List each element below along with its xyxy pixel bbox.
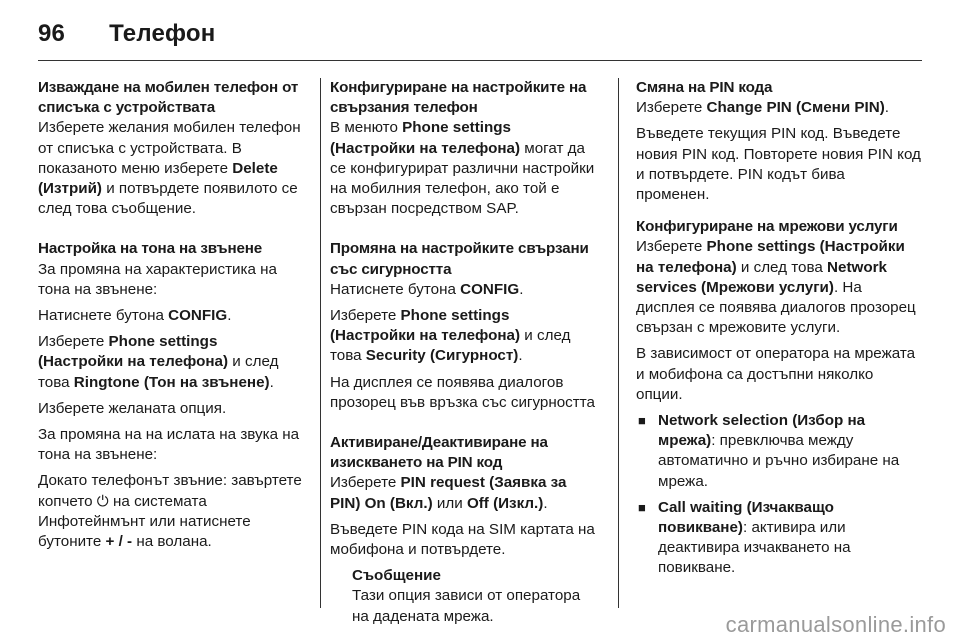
menu-option: Network services (Мрежови услуги) (636, 258, 887, 296)
section-heading-ringtone: Настройка на тона на звънене (38, 240, 263, 258)
text: . (543, 494, 548, 512)
watermark: carmanualsonline.info (725, 612, 946, 637)
text: Изберете (636, 99, 707, 117)
text: . (519, 280, 524, 298)
paragraph: За промяна на на ислата на звука на тона на звънене: (38, 426, 300, 464)
menu-option: Security (Сигурност) (365, 347, 519, 365)
text: . (227, 307, 232, 325)
section-heading-security: Промяна на настройките свързани със сигурността (330, 240, 589, 278)
note-box (352, 566, 596, 627)
button-name: + / - (105, 533, 133, 551)
section-heading-pin-request: Активиране/Деактивиране на изискването на PIN код (330, 434, 548, 472)
text: . На дисплея се появява диалогов прозорец свързан с мрежовите услуги. (636, 278, 916, 337)
paragraph (330, 280, 596, 300)
text: Натиснете бутона (330, 280, 461, 298)
button-name: CONFIG (460, 280, 520, 298)
button-name: CONFIG (168, 307, 228, 325)
note-title: Съобщение (352, 567, 441, 585)
paragraph: За промяна на характеристика на тона на звънене: (38, 260, 277, 298)
paragraph (38, 306, 304, 326)
menu-option: Call waiting (Изчакващо повикване) (658, 498, 834, 537)
text: Изберете (330, 307, 401, 325)
list-item (636, 498, 922, 579)
paragraph: Изберете желаната опция. (38, 399, 227, 417)
menu-option: PIN request (Заявка за PIN) On (Вкл.) (330, 474, 567, 512)
paragraph (330, 118, 596, 219)
menu-option: Phone settings (Настройки на телефона) (38, 333, 229, 371)
paragraph (636, 237, 922, 338)
text: или (432, 494, 467, 512)
bullet-square-icon: ■ (638, 499, 646, 515)
paragraph: На дисплея се появява диалогов прозорец във връзка със сигурността (330, 373, 595, 411)
text: : активира или деактивира изчакването на повикване. (658, 519, 851, 577)
section-heading-network-services: Конфигуриране на мрежови услуги (636, 218, 898, 236)
menu-option: Phone settings (Настройки на телефона) (330, 307, 521, 345)
text: : превключва между автоматично и ръчно избиране на мрежа. (658, 432, 900, 490)
paragraph (330, 306, 596, 367)
paragraph (38, 332, 304, 393)
page-header (38, 14, 215, 54)
menu-option: Change PIN (Смени PIN) (706, 99, 885, 117)
text: и след това (38, 353, 279, 391)
note-text: Тази опция зависи от оператора на дадената мрежа. (352, 587, 581, 625)
text: . (269, 373, 274, 391)
section-heading-change-pin: Смяна на PIN кода (636, 79, 773, 96)
content-columns (38, 78, 922, 625)
column-divider-1 (320, 78, 321, 608)
page-number: 96 (38, 20, 66, 47)
menu-option: Off (Изкл.) (466, 494, 544, 512)
paragraph: Въведете текущия PIN код. Въведете новия PIN код. Повторете новия PIN код и потвърдете. PIN кодът бива променен. (636, 125, 921, 204)
page-title: Телефон (109, 20, 216, 47)
text: и потвърдете появилото се след това съобщение. (38, 180, 298, 218)
menu-option: Network selection (Избор на мрежа) (658, 412, 866, 450)
text: могат да се конфигурират различни настройки на мобилния телефон, ако той е свързан посредством SAP. (330, 139, 595, 218)
paragraph: В зависимост от оператора на мрежата и мобифона са достъпни няколко опции. (636, 345, 916, 403)
power-knob-icon: ⏻ (96, 492, 109, 510)
menu-option: Delete (Изтрий) (38, 159, 278, 198)
column-3 (636, 78, 922, 585)
paragraph: Въведете PIN кода на SIM картата на мобифона и потвърдете. (330, 520, 595, 559)
paragraph (38, 471, 304, 552)
bullet-square-icon: ■ (638, 413, 646, 429)
menu-option: Ringtone (Тон на звънене) (73, 373, 270, 391)
text: Изберете желания мобилен телефон от списъка с устройствата. В показаното меню изберете (38, 119, 301, 177)
section-heading-remove-phone: Изваждане на мобилен телефон от списъка с устройствата (38, 79, 299, 117)
column-divider-2 (618, 78, 619, 608)
column-2 (330, 78, 596, 627)
text: Докато телефонът звъние: завъртете копчето (38, 472, 302, 510)
text: . (518, 347, 523, 365)
text: В менюто (330, 119, 403, 137)
menu-option: Phone settings (Настройки на телефона) (636, 238, 905, 276)
text: Изберете (330, 474, 401, 492)
column-1 (38, 78, 304, 558)
text: Изберете (38, 333, 109, 351)
section-heading-configure-phone: Конфигуриране на настройките на свързания телефон (330, 79, 587, 117)
text: Изберете (636, 238, 707, 256)
paragraph (636, 98, 922, 118)
text: Натиснете бутона (38, 307, 169, 325)
text: на волана. (132, 533, 212, 551)
list-item (636, 411, 922, 492)
text: . (884, 99, 890, 117)
paragraph (330, 473, 596, 513)
text: на системата Инфотейнмънт или натиснете бутоните (38, 492, 251, 551)
menu-option: Phone settings (Настройки на телефона) (330, 119, 521, 157)
text: и след това (330, 327, 571, 365)
header-divider (38, 60, 922, 61)
text: и след това (736, 258, 828, 276)
paragraph (38, 118, 304, 219)
